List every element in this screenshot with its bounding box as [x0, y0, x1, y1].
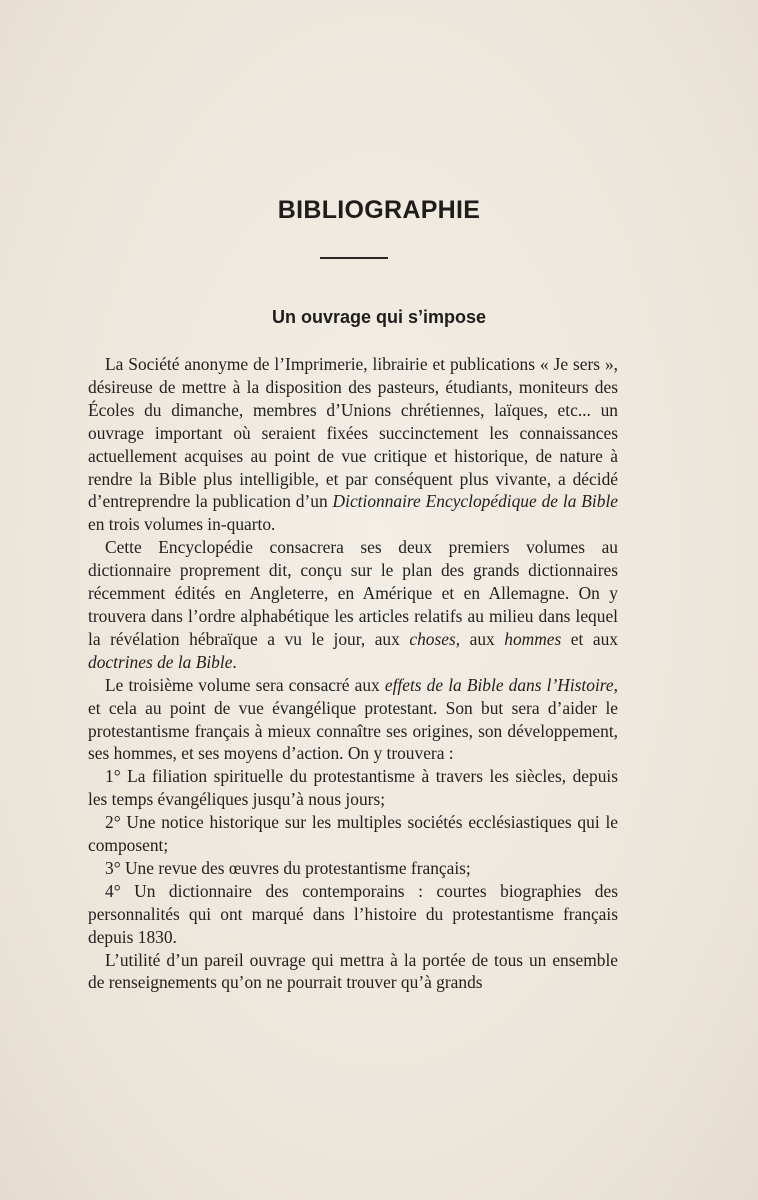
paragraph-volumes: [88, 536, 618, 673]
paragraph-closing: L’utilité d’un pareil ouvrage qui mettra à la portée de tous un ensemble de renseignements qu’on ne pourrait trouver qu’à grands: [88, 949, 618, 993]
paragraph-text: .: [232, 651, 237, 672]
paragraph-text: et aux: [561, 628, 618, 649]
list-item: 2° Une notice historique sur les multiples sociétés ecclésiastiques qui le composent;: [88, 812, 618, 856]
paragraph-emphasis: choses: [409, 628, 456, 649]
paragraph-third-volume: [88, 674, 618, 766]
paragraph-text: , et cela au point de vue évangélique protestant. Son but sera d’aider le protestantisme français à mieux connaître ses origines, son développement, ses hommes, et ses moyens d’action. On y trouvera :: [88, 674, 618, 764]
paragraph-emphasis: doctrines de la Bible: [88, 651, 233, 672]
section-subtitle: Un ouvrage qui s’impose: [271, 307, 487, 327]
paragraph-emphasis: hommes: [504, 628, 562, 649]
paragraph-text: La Société anonyme de l’Imprimerie, librairie et publications « Je sers », désireuse de mettre à la disposition des pasteurs, étudiants, moniteurs des Écoles du dimanche, membres d’Unions chrétiennes, laïques, etc... un ouvrage important où seraient fixées succinctement les connaissances actuellement acquises au point de vue critique et historique, de nature à rendre la Bible plus intelligible, et par conséquent plus vivante, a décidé d’entreprendre la publication d’un: [88, 354, 618, 512]
paragraph-text: en trois volumes in-quarto.: [88, 514, 276, 535]
list-item: 4° Un dictionnaire des contemporains : courtes biographies des personnalités qui ont marqué dans l’histoire du protestantisme français depuis 1830.: [88, 880, 618, 947]
paragraph-emphasis: Dictionnaire Encyclopédique de la Bible: [332, 491, 618, 512]
title-divider: [320, 257, 388, 259]
article-body: [88, 353, 618, 994]
paragraph-text: Cette Encyclopédie consacrera ses deux premiers volumes au dictionnaire proprement dit, conçu sur le plan des grands dictionnaires récemment édités en Angleterre, en Amérique et en Allemagne. On y trouvera dans l’ordre alphabétique les articles relatifs au milieu dans lequel la révélation hébraïque a vu le jour, aux: [88, 537, 618, 649]
paragraph-text: , aux: [455, 628, 505, 649]
paragraph-intro: [88, 353, 618, 536]
list-item: 3° Une revue des œuvres du protestantisme français;: [105, 857, 471, 878]
list-item: 1° La filiation spirituelle du protestantisme à travers les siècles, depuis les temps évangéliques jusqu’à nous jours;: [88, 766, 618, 810]
page-title: BIBLIOGRAPHIE: [277, 196, 481, 224]
paragraph-emphasis: effets de la Bible dans l’Histoire: [384, 674, 614, 695]
paragraph-text: Le troisième volume sera consacré aux: [105, 674, 385, 695]
